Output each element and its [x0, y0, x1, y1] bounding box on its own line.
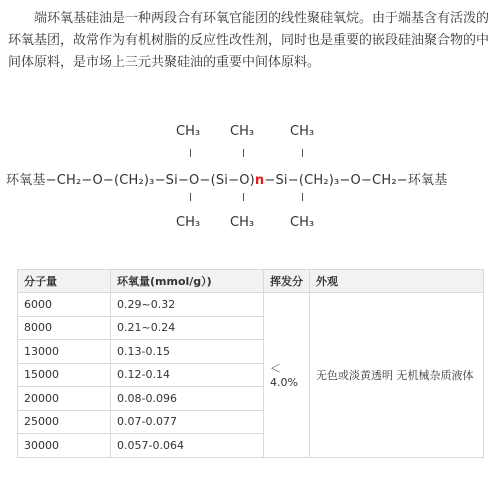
cell-epoxy-content: 0.07-0.077: [111, 410, 264, 434]
methyl-top-3: CH₃: [290, 124, 315, 139]
formula-main-chain: [6, 169, 447, 188]
cell-epoxy-content: 0.057-0.064: [111, 434, 264, 458]
bond-top-3: [302, 149, 303, 157]
cell-molecular-weight: 30000: [18, 434, 111, 458]
header-molecular-weight: 分子量: [18, 270, 111, 293]
properties-table: [17, 269, 484, 458]
methyl-bottom-2: CH₃: [230, 215, 255, 230]
methyl-top-1: CH₃: [176, 124, 201, 139]
cell-epoxy-content: 0.13-0.15: [111, 340, 264, 364]
repeat-count-n: n: [254, 173, 265, 188]
cell-molecular-weight: 8000: [18, 316, 111, 340]
cell-molecular-weight: 15000: [18, 363, 111, 387]
cell-molecular-weight: 13000: [18, 340, 111, 364]
table-header-row: [18, 270, 484, 293]
header-volatile: 挥发分: [264, 270, 310, 293]
bond-bottom-1: [190, 193, 191, 201]
cell-epoxy-content: 0.29~0.32: [111, 293, 264, 317]
bond-top-2: [243, 149, 244, 157]
table-row: [18, 293, 484, 317]
cell-epoxy-content: 0.12-0.14: [111, 363, 264, 387]
header-appearance: 外观: [310, 270, 484, 293]
cell-molecular-weight: 6000: [18, 293, 111, 317]
methyl-top-2: CH₃: [230, 124, 255, 139]
cell-molecular-weight: 25000: [18, 410, 111, 434]
intro-paragraph: 端环氧基硅油是一种两段合有环氧官能团的线性聚硅氧烷。由于端基含有活泼的环氧基团，故常作为有机树脂的反应性改性剂，同时也是重要的嵌段硅油聚合物的中间体原料，是市场上三元共聚硅油的重要中间体原料。: [8, 11, 490, 70]
bond-bottom-2: [243, 193, 244, 201]
cell-volatile: ＜4.0%: [264, 293, 310, 458]
methyl-bottom-3: CH₃: [290, 215, 315, 230]
bond-bottom-3: [302, 193, 303, 201]
cell-molecular-weight: 20000: [18, 387, 111, 411]
header-epoxy-content: 环氧量(mmol/g）): [111, 270, 264, 293]
cell-epoxy-content: 0.21~0.24: [111, 316, 264, 340]
methyl-bottom-1: CH₃: [176, 215, 201, 230]
cell-epoxy-content: 0.08-0.096: [111, 387, 264, 411]
chain-right: −Si−(CH₂)₃−O−CH₂−环氧基: [264, 173, 448, 188]
cell-appearance: 无色或淡黄透明 无机械杂质液体: [310, 293, 484, 458]
bond-top-1: [190, 149, 191, 157]
structural-formula: [0, 118, 500, 243]
chain-left: 环氧基−CH₂−O−(CH₂)₃−Si−O−(Si−O): [6, 173, 255, 188]
